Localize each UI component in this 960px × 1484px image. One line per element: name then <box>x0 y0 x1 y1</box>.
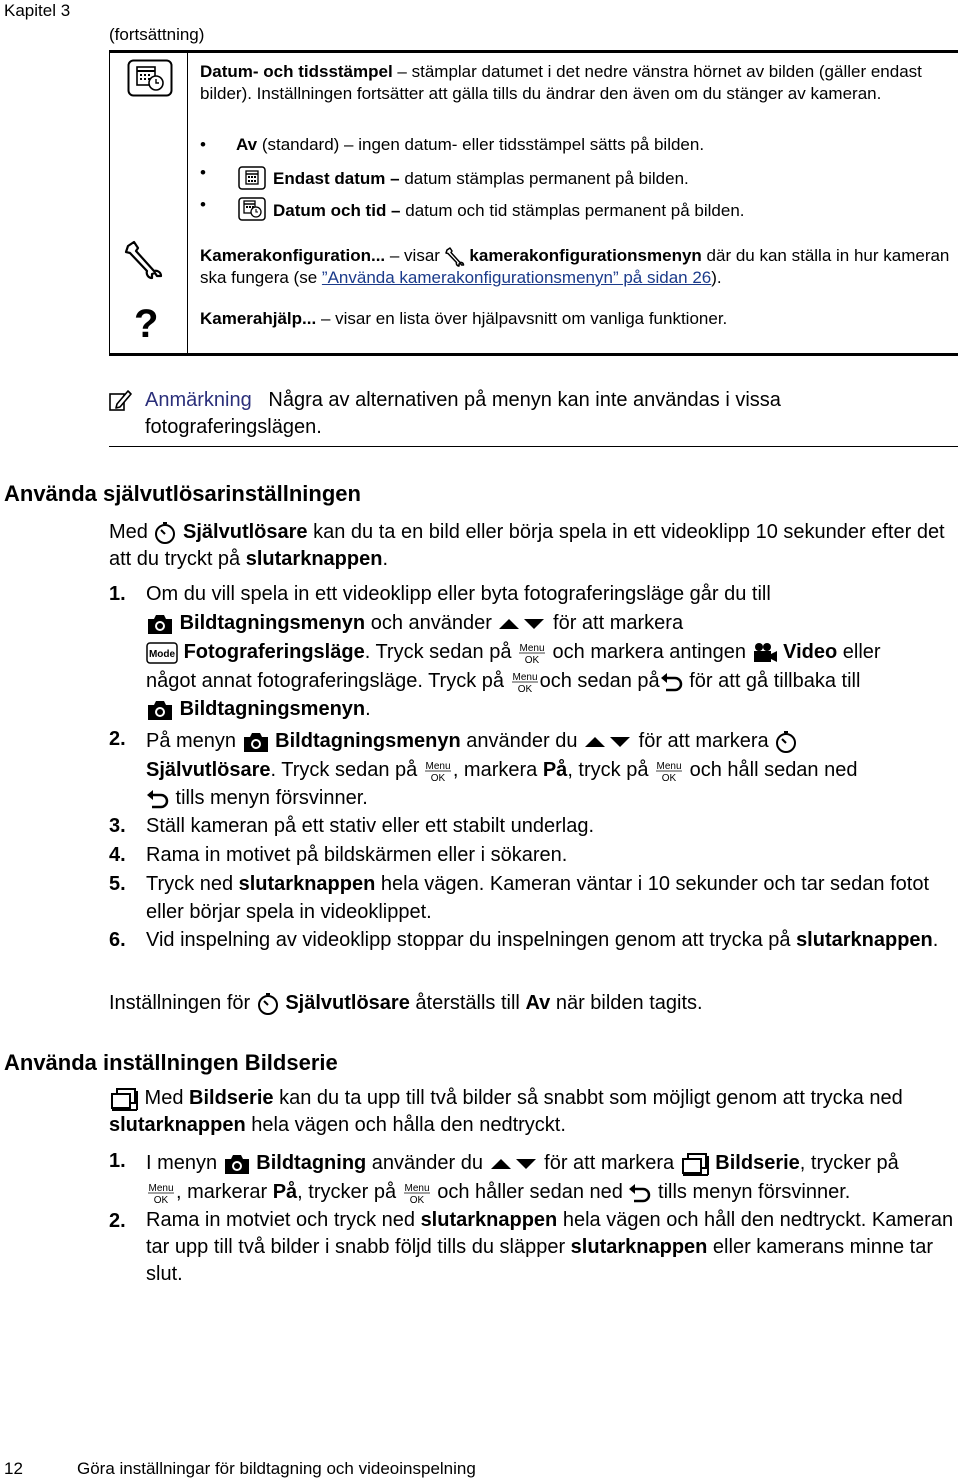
burst-step-1-line-1: I menyn Bildtagning använder du för att markera Bildserie, trycker på <box>146 1152 899 1174</box>
bullet-dot: • <box>200 163 206 182</box>
table-col-rule <box>187 53 188 354</box>
up-down-arrows-icon <box>583 734 633 750</box>
svg-text:Menu: Menu <box>148 1182 174 1194</box>
camera-icon <box>146 613 174 635</box>
bullet-date-and-time: Datum och tid – datum och tid stämplas permanent på bilden. <box>273 201 745 220</box>
row-camera-config-title: Kamerakonfiguration... <box>200 246 386 265</box>
wrench-icon <box>124 240 164 285</box>
svg-text:Menu: Menu <box>656 760 682 772</box>
row-date-stamp-title: Datum- och tidsstämpel <box>200 62 393 81</box>
bullet-date-only: Endast datum – datum stämplas permanent på bilden. <box>273 169 689 188</box>
menu-ok-button-icon <box>654 759 684 783</box>
svg-text:OK: OK <box>661 772 677 783</box>
up-down-arrows-icon <box>489 1156 539 1172</box>
bullet-av: Av (standard) – ingen datum- eller tidsstämpel sätts på bilden. <box>236 135 705 154</box>
step-number: 2. <box>109 1210 126 1232</box>
note-rule <box>109 446 958 447</box>
row-camera-help-title: Kamerahjälp... <box>200 309 317 328</box>
row-date-stamp-description: Datum- och tidsstämpel – stämplar datumet i det nedre vänstra hörnet av bilden (gäller endast bilder). Inställningen fortsätter att gälla tills du ändrar den även om du stänger av kameran. <box>200 62 922 103</box>
step-2-line-2: Självutlösare. Tryck sedan på Menu OK , markera På, tryck på Menu OK och håll sedan ned <box>146 759 858 783</box>
continued-label: (fortsättning) <box>109 25 205 44</box>
back-arrow-icon <box>146 789 170 809</box>
svg-text:Menu: Menu <box>425 760 451 772</box>
link-camera-config-menu[interactable]: ”Använda kamerakonfigurationsmenyn” på sidan 26 <box>321 268 712 287</box>
chapter-label: Kapitel 3 <box>4 1 71 20</box>
menu-ok-button-icon <box>402 1181 432 1205</box>
page-number: 12 <box>4 1459 23 1478</box>
self-timer-icon <box>153 521 177 545</box>
row-camera-config-description: Kamerakonfiguration... – visar kamerakonfigurationsmenyn där du kan ställa in hur kameran ska fungera (se ”Använda kamerakonfigurationsmenyn” på sidan 26). <box>200 246 950 287</box>
footer-title: Göra inställningar för bildtagning och videoinspelning <box>77 1459 476 1478</box>
burst-icon <box>680 1152 710 1176</box>
self-timer-outro: Inställningen för Självutlösare återställs till Av när bilden tagits. <box>109 992 703 1014</box>
burst-icon <box>109 1087 139 1111</box>
video-camera-icon <box>752 642 778 664</box>
note-label: Anmärkning <box>145 389 252 411</box>
step-1-line-1: Om du vill spela in ett videoklipp eller byta fotograferingsläge går du till <box>146 583 771 605</box>
svg-text:OK: OK <box>524 654 540 665</box>
menu-ok-button-icon <box>510 670 540 694</box>
step-number: 3. <box>109 815 126 837</box>
section-heading-burst: Använda inställningen Bildserie <box>4 1050 338 1075</box>
step-4-text: Rama in motivet på bildskärmen eller i sökaren. <box>146 844 568 866</box>
burst-intro: Med Bildserie kan du ta upp till två bilder så snabbt som möjligt genom att trycka ned slutarknappen hela vägen och hålla den nedtryckt. <box>109 1087 903 1136</box>
step-5-text: Tryck ned slutarknappen hela vägen. Kameran väntar i 10 sekunder och tar sedan fotot eller börjar spela in videoklippet. <box>146 873 930 923</box>
camera-icon <box>242 731 270 753</box>
step-number: 4. <box>109 844 126 866</box>
svg-text:Menu: Menu <box>519 642 545 654</box>
step-2-line-1: På menyn Bildtagningsmenyn använder du för att markera <box>146 727 958 755</box>
date-time-stamp-icon <box>127 59 173 102</box>
svg-text:OK: OK <box>517 683 532 694</box>
back-arrow-icon <box>660 672 684 692</box>
svg-text:Menu: Menu <box>404 1182 430 1194</box>
row-camera-help-description: Kamerahjälp... – visar en lista över hjälpavsnitt om vanliga funktioner. <box>200 309 728 328</box>
step-6-text: Vid inspelning av videoklipp stoppar du inspelningen genom att trycka på slutarknappen. <box>146 929 939 951</box>
step-number: 6. <box>109 929 126 951</box>
table-left-rule <box>109 53 110 354</box>
menu-ok-button-icon <box>517 641 547 665</box>
step-3-text: Ställ kameran på ett stativ eller ett stabilt underlag. <box>146 815 595 837</box>
svg-text:OK: OK <box>430 772 446 783</box>
small-wrench-icon <box>445 247 465 267</box>
svg-text:OK: OK <box>409 1194 424 1205</box>
step-1-line-5: Bildtagningsmenyn. <box>146 695 958 723</box>
bullet-dot: • <box>200 135 206 154</box>
svg-text:OK: OK <box>153 1194 169 1205</box>
svg-text:Menu: Menu <box>512 671 538 683</box>
mode-icon <box>146 642 178 664</box>
step-number: 5. <box>109 873 126 895</box>
self-timer-icon <box>774 730 798 754</box>
step-1-line-2: Bildtagningsmenyn och använder för att markera <box>146 609 958 637</box>
step-1-line-3: Mode Fotograferingsläge. Tryck sedan på Menu OK och markera antingen Video eller <box>146 638 958 666</box>
menu-ok-button-icon <box>146 1181 176 1205</box>
self-timer-intro: Med Självutlösare kan du ta en bild eller börja spela in ett videoklipp 10 sekunder efter det att du tryckt på slutarknappen. <box>109 521 945 570</box>
step-1-line-4: något annat fotograferingsläge. Tryck på Menu OK och sedan på för att gå tillbaka till <box>146 670 861 694</box>
question-mark-icon: ? <box>134 302 159 346</box>
step-number: 1. <box>109 583 126 605</box>
up-down-arrows-icon <box>497 616 547 632</box>
step-number: 2. <box>109 728 126 750</box>
section-heading-self-timer: Använda självutlösarinställningen <box>4 481 361 506</box>
self-timer-icon <box>256 992 280 1016</box>
table-top-rule <box>109 50 958 53</box>
burst-step-2-text: Rama in motviet och tryck ned slutarknappen hela vägen och håll den nedtryckt. Kameran tar upp till två bilder i snabb följd tills du släpper slutarknappen eller kamerans minne tar slut. <box>146 1209 954 1285</box>
date-and-time-icon <box>238 197 266 226</box>
table-bottom-rule <box>109 353 958 356</box>
date-only-icon <box>238 166 266 195</box>
burst-step-1-line-2: Menu OK , markerar På, trycker på Menu OK och håller sedan ned tills menyn försvinner. <box>146 1178 958 1206</box>
note-text: Anmärkning Några av alternativen på menyn kan inte användas i vissa fotograferingslägen. <box>145 389 781 438</box>
note-pencil-icon <box>108 388 132 417</box>
step-2-line-3: tills menyn försvinner. <box>146 784 958 812</box>
step-number: 1. <box>109 1150 126 1172</box>
back-arrow-icon <box>628 1183 652 1203</box>
menu-ok-button-icon <box>423 759 453 783</box>
svg-text:Mode: Mode <box>148 648 176 660</box>
bullet-dot: • <box>200 195 206 214</box>
camera-icon <box>223 1153 251 1175</box>
camera-icon <box>146 699 174 721</box>
